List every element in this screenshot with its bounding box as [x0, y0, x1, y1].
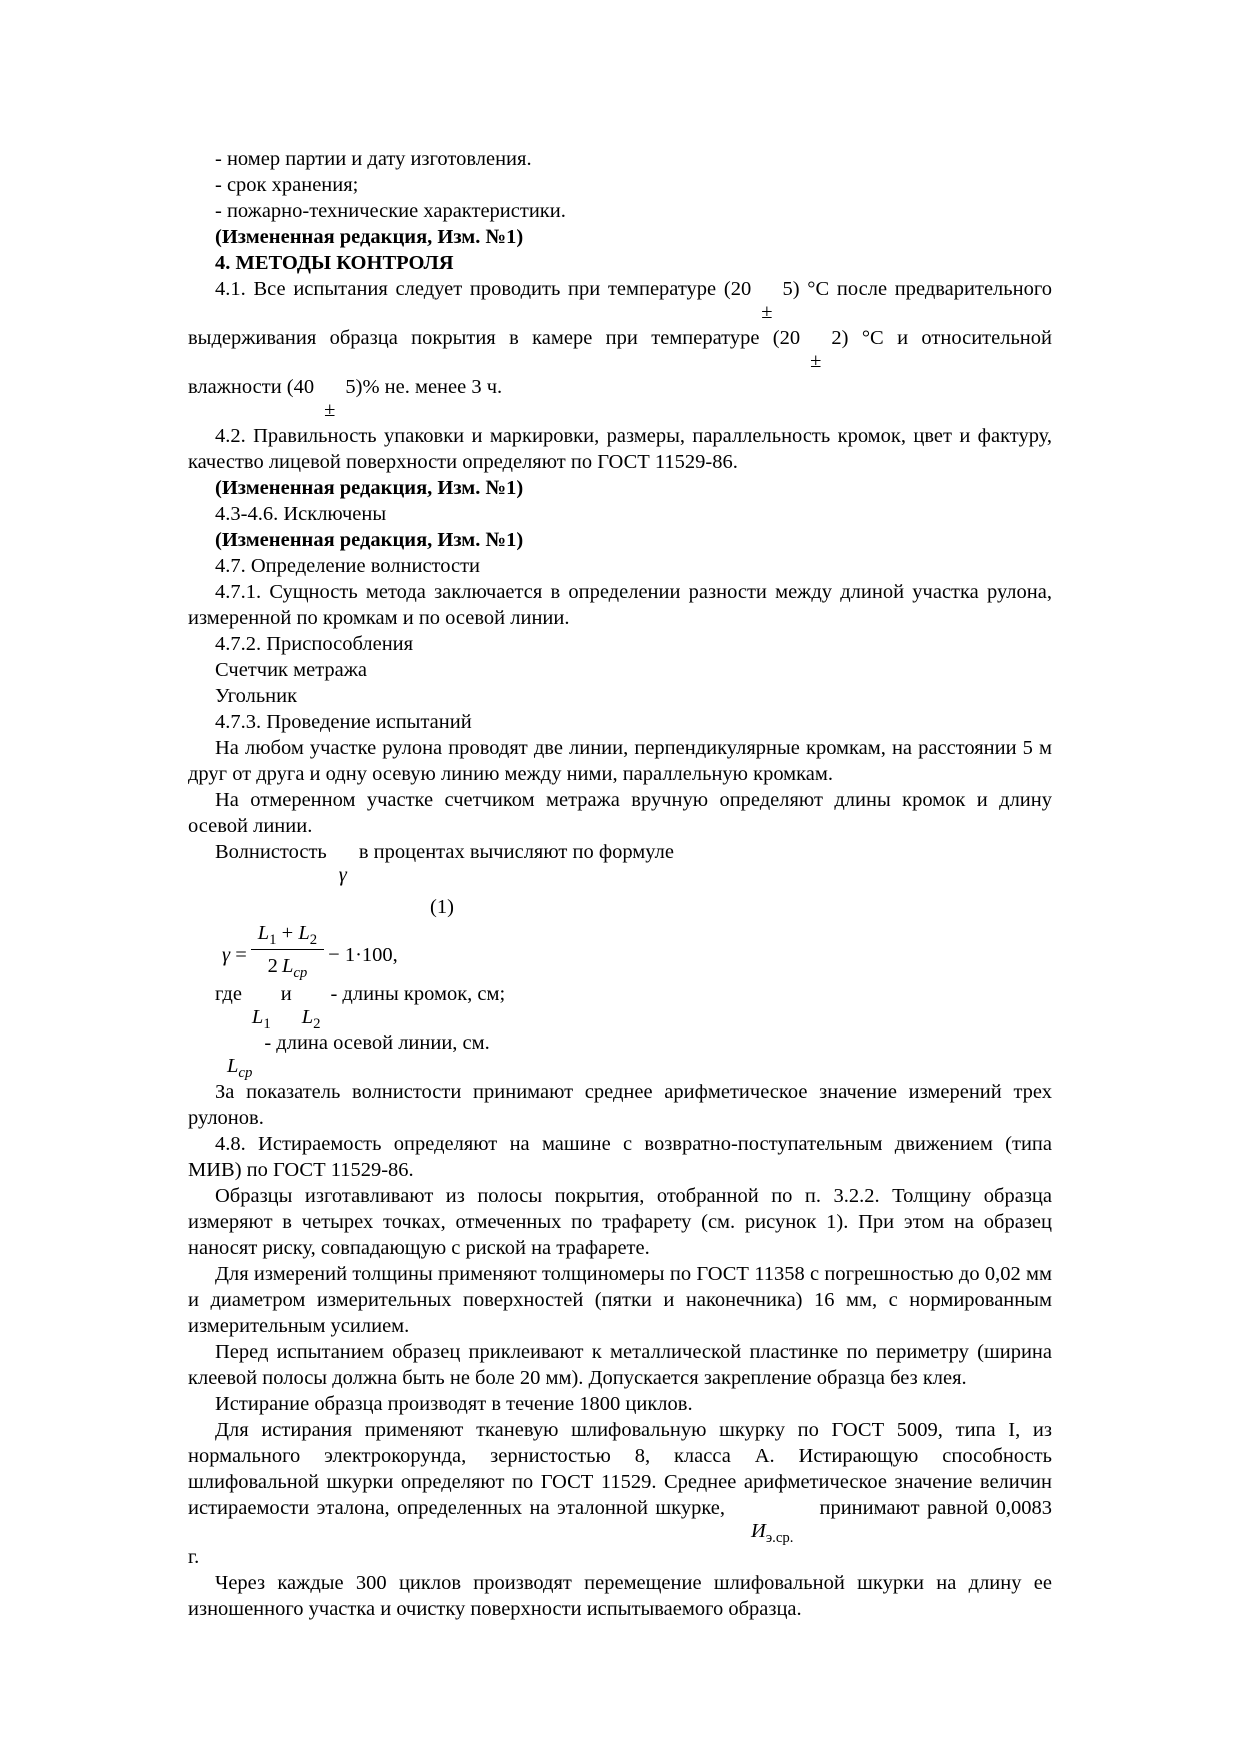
amendment-note-3: (Измененная редакция, Изм. №1)	[215, 529, 524, 551]
fraction	[251, 920, 324, 982]
plus-minus-symbol: ±	[761, 301, 773, 323]
formula-number: (1)	[430, 896, 454, 918]
amendment-note-1: (Измененная редакция, Изм. №1)	[215, 226, 524, 248]
amendment-note-2: (Измененная редакция, Изм. №1)	[215, 477, 524, 499]
list-item-fire: - пожарно-технические характеристики.	[215, 200, 566, 222]
para-4-8-d: Истирание образца производят в течение 1800 циклов.	[215, 1393, 693, 1415]
tool-meter-counter: Счетчик метража	[215, 659, 368, 681]
l2-symbol: $L_2$	[301, 1006, 321, 1033]
where-line-edges: $гдеL_1иL_2-$ длины кромок, см;	[215, 983, 506, 1033]
list-item-batch: - номер партии и дату изготовления.	[215, 148, 532, 170]
formula: γ = $\frac{L_1 + L_2}{2 L_{ср}}$ − 1·100,	[222, 922, 398, 982]
para-4-2: 4.2. Правильность упаковки и маркировки, размеры, параллельность кромок, цвет и фактуру, качество лицевой поверхности определяют по ГОСТ 11529-86.	[188, 425, 1052, 473]
where-line-axis: $L_{ср}-$ длина осевой линии, см.	[227, 1032, 490, 1082]
para-average: За показатель волнистости принимают среднее арифметическое значение измерений трех рулонов.	[188, 1081, 1052, 1129]
para-final: Через каждые 300 циклов производят перемещение шлифовальной шкурки на длину ее изношенного участка и очистку поверхности испытываемого образца.	[188, 1572, 1052, 1620]
para-4-8: 4.8. Истираемость определяют на машине с возвратно-поступательным движением (типа МИВ) по ГОСТ 11529-86.	[188, 1133, 1052, 1181]
para-4-3-4-6: 4.3-4.6. Исключены	[215, 503, 387, 525]
para-4-7-1: 4.7.1. Сущность метода заключается в определении разности между длиной участка рулона, измеренной по кромкам и по осевой линии.	[188, 581, 1052, 629]
para-4-8-c: Перед испытанием образец приклеивают к металлической пластинке по периметру (ширина клеевой полосы должна быть не боле 20 мм). Допускается закрепление образца без клея.	[188, 1341, 1052, 1389]
lcp-symbol: $L_{ср}$	[227, 1055, 253, 1082]
plus-minus-symbol: ±	[810, 350, 822, 372]
para-4-8-a: Образцы изготавливают из полосы покрытия, отобранной по п. 3.2.2. Толщину образца измеряют в четырех точках, отмеченных по трафарету (см. рисунок 1). При этом на образец наносят риску, совпадающую с риской на трафарете.	[188, 1185, 1052, 1259]
para-4-7: 4.7. Определение волнистости	[215, 555, 481, 577]
waviness-line: Волнистостьγв процентах вычисляют по формуле	[215, 841, 674, 886]
para-4-1: 4.1. Все испытания следует проводить при температуре (20±5) °С после предварительного выдерживания образца покрытия в камере при температуре (20±2) °С и относительной влажности (40±5)% не. менее 3 ч.	[188, 278, 1052, 421]
para-4-7-3-b: На отмеренном участке счетчиком метража вручную определяют длины кромок и длину осевой линии.	[188, 789, 1052, 837]
gamma-symbol: γ	[222, 944, 231, 967]
tool-square: Угольник	[215, 685, 298, 707]
fraction-denominator: 2 $L_{ср}$	[267, 955, 308, 982]
gamma-symbol: γ	[338, 864, 347, 886]
para-4-7-2: 4.7.2. Приспособления	[215, 633, 414, 655]
para-4-7-3: 4.7.3. Проведение испытаний	[215, 711, 472, 733]
abrasion-etalon-symbol: $И_{э.ср.}$	[751, 1520, 794, 1547]
fraction-numerator: $L_1 + L_2$	[251, 920, 324, 950]
plus-minus-symbol: ±	[324, 399, 336, 421]
l1-symbol: $L_1$	[251, 1006, 271, 1033]
list-item-storage: - срок хранения;	[215, 174, 359, 196]
section-heading: 4. МЕТОДЫ КОНТРОЛЯ	[215, 252, 454, 274]
para-4-7-3-a: На любом участке рулона проводят две линии, перпендикулярные кромкам, на расстоянии 5 м друг от друга и одну осевую линию между ними, параллельную кромкам.	[188, 737, 1052, 785]
para-4-8-e: Для истирания применяют тканевую шлифовальную шкурку по ГОСТ 5009, типа I, из нормального электрокорунда, зернистостью 8, класса А. Истирающую способность шлифовальной шкурки определяют по ГОСТ 11529. Среднее арифметическое значение величин истираемости эталона, определенных на эталонной $шкурке,И_{э.ср.}принимают$ равной 0,0083 г.	[188, 1419, 1052, 1568]
formula-tail: − 1·100,	[328, 944, 398, 967]
para-4-8-b: Для измерений толщины применяют толщиномеры по ГОСТ 11358 с погрешностью до 0,02 мм и диаметром измерительных поверхностей (пятки и наконечника) 16 мм, с нормированным измерительным усилием.	[188, 1263, 1052, 1337]
